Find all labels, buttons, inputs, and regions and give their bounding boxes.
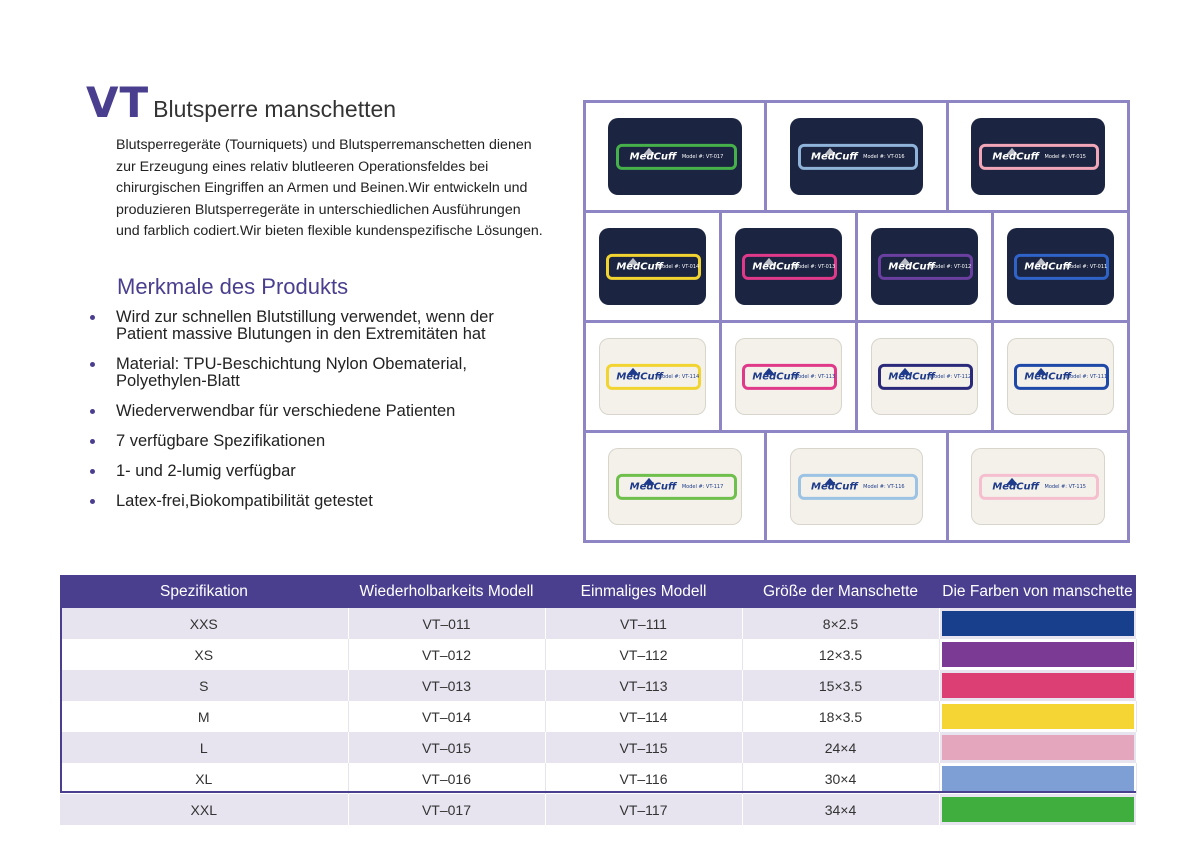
column-header: Einmaliges Modell <box>545 575 742 608</box>
color-swatch <box>942 797 1134 822</box>
cell-spec: L <box>60 732 348 763</box>
bullet-icon <box>90 439 95 444</box>
feature-item <box>90 463 560 480</box>
product-photo <box>586 433 764 540</box>
cell-color <box>939 763 1136 794</box>
product-photo <box>586 323 719 430</box>
cuff-model-label: Model #: VT-016 <box>863 153 905 160</box>
cell-color <box>939 670 1136 701</box>
cuff-image <box>871 228 977 305</box>
cuff-brand-label: MedCuff <box>752 261 799 272</box>
intro-line: Blutsperregeräte (Tourniquets) und Blutsperremanschetten dienen <box>116 137 532 153</box>
cuff-model-label: Model #: VT-116 <box>863 483 905 490</box>
cuff-brand-label: MedCuff <box>752 371 799 382</box>
product-photo <box>858 213 991 320</box>
cell-size: 18×3.5 <box>742 701 939 732</box>
cuff-model-label: Model #: VT-117 <box>681 483 724 490</box>
cuff-model-label: Model #: VT-111 <box>1065 373 1108 380</box>
table-row <box>60 639 1136 670</box>
cuff-image <box>1007 228 1113 305</box>
feature-line: 7 verfügbare Spezifikationen <box>116 432 326 450</box>
column-header: Die Farben von manschette <box>939 575 1136 608</box>
cell-reusable: VT–011 <box>348 608 545 639</box>
product-photo <box>767 103 945 210</box>
bullet-icon <box>90 362 95 367</box>
table-bottom-rule <box>60 791 1136 793</box>
cuff-brand-label: MedCuff <box>616 261 663 272</box>
cuff-brand-label: MedCuff <box>888 261 935 272</box>
product-photo <box>949 103 1127 210</box>
cuff-model-label: Model #: VT-114 <box>657 373 700 380</box>
table-row <box>60 701 1136 732</box>
cell-spec: XS <box>60 639 348 670</box>
product-photo <box>586 213 719 320</box>
cell-spec: XXL <box>60 794 348 825</box>
cell-reusable: VT–014 <box>348 701 545 732</box>
cuff-model-label: Model #: VT-014 <box>657 263 700 270</box>
cuff-brand-label: MedCuff <box>616 371 663 382</box>
color-swatch <box>942 673 1134 698</box>
intro-paragraph <box>116 135 586 243</box>
table-left-rule <box>60 575 62 793</box>
product-photo <box>722 213 855 320</box>
cuff-image <box>599 228 705 305</box>
table-row <box>60 763 1136 794</box>
cell-spec: S <box>60 670 348 701</box>
cuff-image <box>608 448 742 525</box>
product-photo-grid <box>583 100 1130 543</box>
product-photo <box>722 323 855 430</box>
cell-size: 12×3.5 <box>742 639 939 670</box>
table-header-row <box>60 575 1136 608</box>
product-photo <box>767 433 945 540</box>
cell-size: 8×2.5 <box>742 608 939 639</box>
product-photo <box>586 103 764 210</box>
features-heading: Merkmale des Produkts <box>117 274 349 299</box>
cuff-brand-label: MedCuff <box>1024 261 1071 272</box>
cell-reusable: VT–012 <box>348 639 545 670</box>
product-photo <box>994 213 1127 320</box>
cuff-brand-label: MedCuff <box>992 151 1040 162</box>
cuff-model-label: Model #: VT-013 <box>793 263 836 270</box>
cuff-image <box>735 228 841 305</box>
cell-spec: M <box>60 701 348 732</box>
bullet-icon <box>90 409 95 414</box>
intro-line: produzieren Blutsperregeräte in unterschiedlichen Ausführungen <box>116 201 521 218</box>
cell-color <box>939 639 1136 670</box>
cuff-brand-label: MedCuff <box>629 151 677 162</box>
feature-item <box>90 433 560 450</box>
table-row <box>60 732 1136 763</box>
cell-single: VT–112 <box>545 639 742 670</box>
cuff-model-label: Model #: VT-017 <box>681 153 724 160</box>
cell-color <box>939 794 1136 825</box>
column-header: Wiederholbarkeits Modell <box>348 575 545 608</box>
page-title <box>86 78 397 127</box>
cuff-image <box>871 338 977 415</box>
intro-line: und farblich codiert.Wir bieten flexible kundenspezifische Lösungen. <box>116 223 543 239</box>
cell-size: 15×3.5 <box>742 670 939 701</box>
table-row <box>60 608 1136 639</box>
color-swatch <box>942 642 1134 667</box>
feature-item <box>90 356 560 390</box>
cuff-image <box>735 338 841 415</box>
features-list <box>90 309 560 510</box>
product-photo <box>858 323 991 430</box>
cuff-brand-label: MedCuff <box>888 371 935 382</box>
cell-single: VT–113 <box>545 670 742 701</box>
color-swatch <box>942 735 1134 760</box>
cuff-model-label: Model #: VT-113 <box>793 373 836 380</box>
cuff-image <box>1007 338 1113 415</box>
cell-color <box>939 608 1136 639</box>
cuff-brand-label: MedCuff <box>629 481 677 492</box>
cell-reusable: VT–017 <box>348 794 545 825</box>
feature-line: Wiederverwendbar für verschiedene Patienten <box>116 402 456 420</box>
feature-line: Material: TPU-Beschichtung Nylon Obematerial, <box>116 355 467 373</box>
product-photo <box>949 433 1127 540</box>
cuff-image <box>971 448 1105 525</box>
cuff-image <box>790 448 924 525</box>
feature-item <box>90 309 560 343</box>
product-title: Blutsperre manschetten <box>153 96 397 122</box>
cuff-brand-label: MedCuff <box>1024 371 1071 382</box>
product-photo <box>994 323 1127 430</box>
cell-single: VT–111 <box>545 608 742 639</box>
cell-size: 30×4 <box>742 763 939 794</box>
intro-line: chirurgischen Eingriffen an Armen und Beinen.Wir entwickeln und <box>116 180 528 196</box>
feature-line: Polyethylen-Blatt <box>116 372 240 390</box>
cell-spec: XL <box>60 763 348 794</box>
cell-reusable: VT–016 <box>348 763 545 794</box>
cuff-model-label: Model #: VT-012 <box>929 263 972 270</box>
cell-color <box>939 701 1136 732</box>
feature-line: Patient massive Blutungen in den Extremitäten hat <box>116 325 486 343</box>
spec-table <box>60 575 1137 825</box>
color-swatch <box>942 766 1134 791</box>
bullet-icon <box>90 315 95 320</box>
cuff-brand-label: MedCuff <box>992 481 1040 492</box>
cuff-image <box>608 118 742 195</box>
feature-line: Wird zur schnellen Blutstillung verwendet, wenn der <box>116 308 494 326</box>
cell-size: 34×4 <box>742 794 939 825</box>
cell-size: 24×4 <box>742 732 939 763</box>
bullet-icon <box>90 469 95 474</box>
intro-line: zur Erzeugung eines relativ blutleeren Operationsfeldes bei <box>116 158 489 175</box>
cell-single: VT–117 <box>545 794 742 825</box>
cell-single: VT–116 <box>545 763 742 794</box>
column-header: Größe der Manschette <box>742 575 939 608</box>
feature-item <box>90 493 560 510</box>
cuff-image <box>971 118 1105 195</box>
cell-reusable: VT–013 <box>348 670 545 701</box>
cell-single: VT–114 <box>545 701 742 732</box>
cuff-model-label: Model #: VT-015 <box>1044 153 1086 160</box>
feature-line: Latex-frei,Biokompatibilität getestet <box>116 492 373 510</box>
feature-line: 1- und 2-lumig verfügbar <box>116 462 296 480</box>
cuff-model-label: Model #: VT-112 <box>929 373 972 380</box>
cuff-brand-label: MedCuff <box>811 481 858 492</box>
cell-spec: XXS <box>60 608 348 639</box>
cell-color <box>939 732 1136 763</box>
cuff-image <box>599 338 705 415</box>
product-code: VT <box>86 78 150 127</box>
cuff-image <box>790 118 924 195</box>
color-swatch <box>942 704 1134 729</box>
cuff-model-label: Model #: VT-011 <box>1065 263 1108 270</box>
column-header: Spezifikation <box>60 575 348 608</box>
table-row <box>60 794 1136 825</box>
table-row <box>60 670 1136 701</box>
color-swatch <box>942 611 1134 636</box>
cell-single: VT–115 <box>545 732 742 763</box>
bullet-icon <box>90 499 95 504</box>
cell-reusable: VT–015 <box>348 732 545 763</box>
cuff-brand-label: MedCuff <box>811 151 858 162</box>
cuff-model-label: Model #: VT-115 <box>1044 483 1086 490</box>
feature-item <box>90 403 560 420</box>
